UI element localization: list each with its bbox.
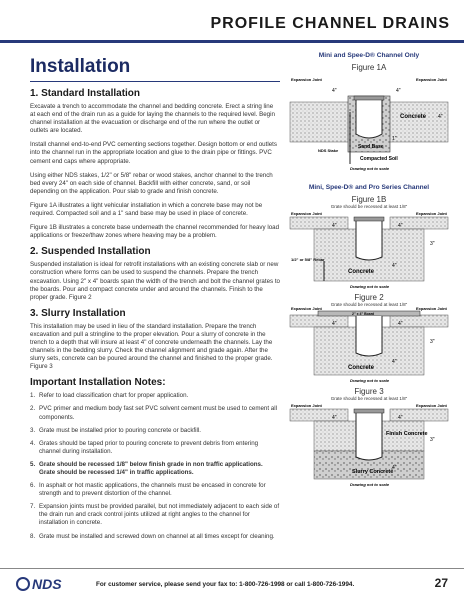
list-item: 2. PVC primer and medium body fast set PVC solvent cement must be used to cement all components. bbox=[30, 405, 277, 421]
svg-text:Expansion Joint: Expansion Joint bbox=[291, 307, 322, 311]
paragraph: Suspended installation is ideal for retrofit installations with an existing concrete slab or new construction where forms can be used to suspend the channels. Prepare the trench excavation. Using 2" x 4" boards span the width of the trench and bolt the channel grates to the boards. Pour and compact concrete under and around the channels. Finish to the proper grade. Figure 2 bbox=[30, 261, 280, 301]
svg-text:4": 4" bbox=[396, 88, 401, 94]
svg-text:Concrete: Concrete bbox=[348, 269, 375, 275]
figure-section-title: Mini, Spee-D® and Pro Series Channel bbox=[308, 184, 430, 191]
figure-caption: Figure 2 bbox=[354, 293, 384, 302]
section-heading-standard: 1. Standard Installation bbox=[30, 88, 141, 99]
figure-2-diagram bbox=[288, 307, 450, 383]
paragraph: This installation may be used in lieu of the standard installation. Prepare the trench excavation and pull a stringline to the proper elevation. Pour a slurry of concrete in the trench to a depth that will insure at least 4" of concrete underneath the channels. Lay the channels in the bedding slurry. Check the channel alignment and grade again. After the slurry sets, concrete can be poured around the channel and finished to the proper grade. Figure 3 bbox=[30, 322, 273, 371]
svg-text:Slurry Concrete: Slurry Concrete bbox=[352, 469, 394, 475]
list-item: 8. Grate must be installed and screwed down on channel at all times except for cleaning. bbox=[30, 532, 275, 540]
page-title: Installation bbox=[30, 56, 131, 77]
svg-text:4": 4" bbox=[392, 359, 397, 365]
list-item: 7. Expansion joints must be provided parallel, but not immediately adjacent to each side of the drain run and crack control joints utilized at right angles to the channel for installation in concrete. bbox=[30, 503, 280, 527]
section-heading-slurry: 3. Slurry Installation bbox=[30, 307, 126, 319]
svg-text:4": 4" bbox=[332, 321, 337, 327]
svg-text:Expansion Joint: Expansion Joint bbox=[291, 211, 322, 216]
svg-text:4": 4" bbox=[392, 465, 397, 471]
figure-caption: Figure 1A bbox=[351, 63, 387, 72]
svg-text:Expansion Joint: Expansion Joint bbox=[416, 211, 447, 216]
left-column bbox=[30, 52, 280, 546]
svg-text:Drawing not to scale: Drawing not to scale bbox=[350, 482, 390, 487]
page-number: 27 bbox=[434, 576, 448, 590]
svg-text:4": 4" bbox=[398, 223, 403, 229]
svg-text:4": 4" bbox=[438, 114, 443, 120]
svg-text:NDS Stake: NDS Stake bbox=[318, 148, 339, 153]
svg-text:3": 3" bbox=[430, 339, 435, 345]
svg-text:Drawing not to scale: Drawing not to scale bbox=[350, 284, 390, 289]
svg-text:3": 3" bbox=[430, 437, 435, 443]
nds-logo: NDS bbox=[16, 576, 62, 592]
figure-2 bbox=[288, 293, 450, 383]
svg-text:Expansion Joint: Expansion Joint bbox=[291, 77, 322, 82]
svg-text:Concrete: Concrete bbox=[348, 365, 375, 371]
page-header bbox=[0, 0, 464, 52]
paragraph: Excavate a trench to accommodate the channel and bedding concrete. Erect a string line at each end of the drain run as a guide for laying the channels to the required level. Begin channel installation at the evacuation or discharge end of the run where the outlet or outlets are located. bbox=[30, 103, 275, 135]
list-item: 3. Grate must be installed prior to pouring concrete or backfill. bbox=[30, 426, 201, 434]
figure-1a-diagram bbox=[288, 72, 450, 172]
figure-section-title: Mini and Spee-D® Channel Only bbox=[318, 52, 420, 59]
svg-text:Compacted Soil: Compacted Soil bbox=[360, 156, 398, 162]
svg-text:Expansion Joint: Expansion Joint bbox=[416, 77, 447, 82]
svg-text:4": 4" bbox=[392, 263, 397, 269]
notes-list bbox=[30, 392, 280, 540]
svg-text:2" x 4" Board: 2" x 4" Board bbox=[352, 312, 375, 316]
svg-text:Drawing not to scale: Drawing not to scale bbox=[350, 378, 390, 383]
recess-note: Grate should be recessed at least 1/8" bbox=[330, 396, 408, 401]
figure-3-diagram bbox=[288, 401, 450, 487]
paragraph: Install channel end-to-end PVC cementing sections together. Design bottom or end outlets into the channel run in the appropriate location and glue to the drain pipe or fittings. PVC cement end caps where appropriate. bbox=[30, 141, 277, 165]
svg-text:Sand Base: Sand Base bbox=[358, 144, 384, 150]
section-heading-notes: Important Installation Notes: bbox=[30, 377, 166, 389]
svg-text:1": 1" bbox=[392, 136, 397, 142]
section-heading-suspended: 2. Suspended Installation bbox=[30, 246, 151, 258]
figure-1b-diagram bbox=[288, 209, 450, 289]
list-item: 6. In asphalt or hot mastic applications, the channels must be encased in concrete for strength and to prevent distortion of the channel. bbox=[30, 482, 266, 498]
svg-text:Concrete: Concrete bbox=[400, 114, 427, 120]
figure-1a bbox=[288, 63, 450, 172]
list-item: 1. Refer to load classification chart for proper application. bbox=[30, 392, 189, 400]
list-item: 4. Grates should be taped prior to pouring concrete to prevent debris from entering channel during installation. bbox=[30, 439, 259, 455]
header-title: PROFILE CHANNEL DRAINS bbox=[210, 15, 450, 32]
page-footer bbox=[0, 568, 464, 600]
contact-line: For customer service, please send your fax to: 1-800-726-1998 or call 1-800-726-1994. bbox=[96, 581, 355, 588]
figure-3 bbox=[288, 387, 450, 487]
svg-text:3": 3" bbox=[430, 241, 435, 247]
title-rule bbox=[30, 81, 280, 82]
svg-text:4": 4" bbox=[398, 415, 403, 421]
svg-text:Drawing not to scale: Drawing not to scale bbox=[350, 166, 390, 171]
svg-text:4": 4" bbox=[332, 415, 337, 421]
recess-note: Grate should be recessed at least 1/8" bbox=[330, 204, 408, 209]
logo-ring-icon bbox=[16, 577, 30, 591]
footer-rule bbox=[0, 568, 464, 569]
svg-text:Expansion Joint: Expansion Joint bbox=[416, 403, 447, 408]
figure-caption: Figure 3 bbox=[354, 387, 384, 396]
svg-text:4": 4" bbox=[332, 88, 337, 94]
svg-text:4": 4" bbox=[332, 223, 337, 229]
figure-caption: Figure 1B bbox=[351, 195, 387, 204]
svg-text:4": 4" bbox=[398, 321, 403, 327]
svg-text:Expansion Joint: Expansion Joint bbox=[291, 403, 322, 408]
svg-text:Expansion Joint: Expansion Joint bbox=[416, 307, 447, 311]
recess-note: Grate should be recessed at least 1/8" bbox=[330, 302, 408, 307]
paragraph: Figure 1A illustrates a light vehicular installation in which a concrete base may not be required. Compacted soil and a 1" sand base may be used in place of concrete. bbox=[30, 201, 263, 218]
paragraph: Using either NDS stakes, 1/2" or 5/8" rebar or wood stakes, anchor channel to the trench bed every 24" on each side of channel. Backfill with either concrete, sand, or soil depending on the application. Pour slab to grade and finish concrete. bbox=[30, 171, 273, 195]
paragraph: Figure 1B illustrates a concrete base underneath the channel recommended for heavy load applications or freeze/thaw zones where heaving may be a problem. bbox=[30, 224, 280, 240]
figure-1b bbox=[288, 195, 450, 289]
list-item: 5. Grate should be recessed 1/8" below finish grade in non traffic applications. Grate should be recessed 1/4" in traffic applications. bbox=[30, 460, 263, 476]
header-rule bbox=[0, 40, 464, 43]
svg-text:1/2" or 5/8" Rebar: 1/2" or 5/8" Rebar bbox=[291, 257, 325, 262]
svg-text:Finish Concrete: Finish Concrete bbox=[386, 431, 428, 437]
right-column bbox=[288, 52, 450, 487]
